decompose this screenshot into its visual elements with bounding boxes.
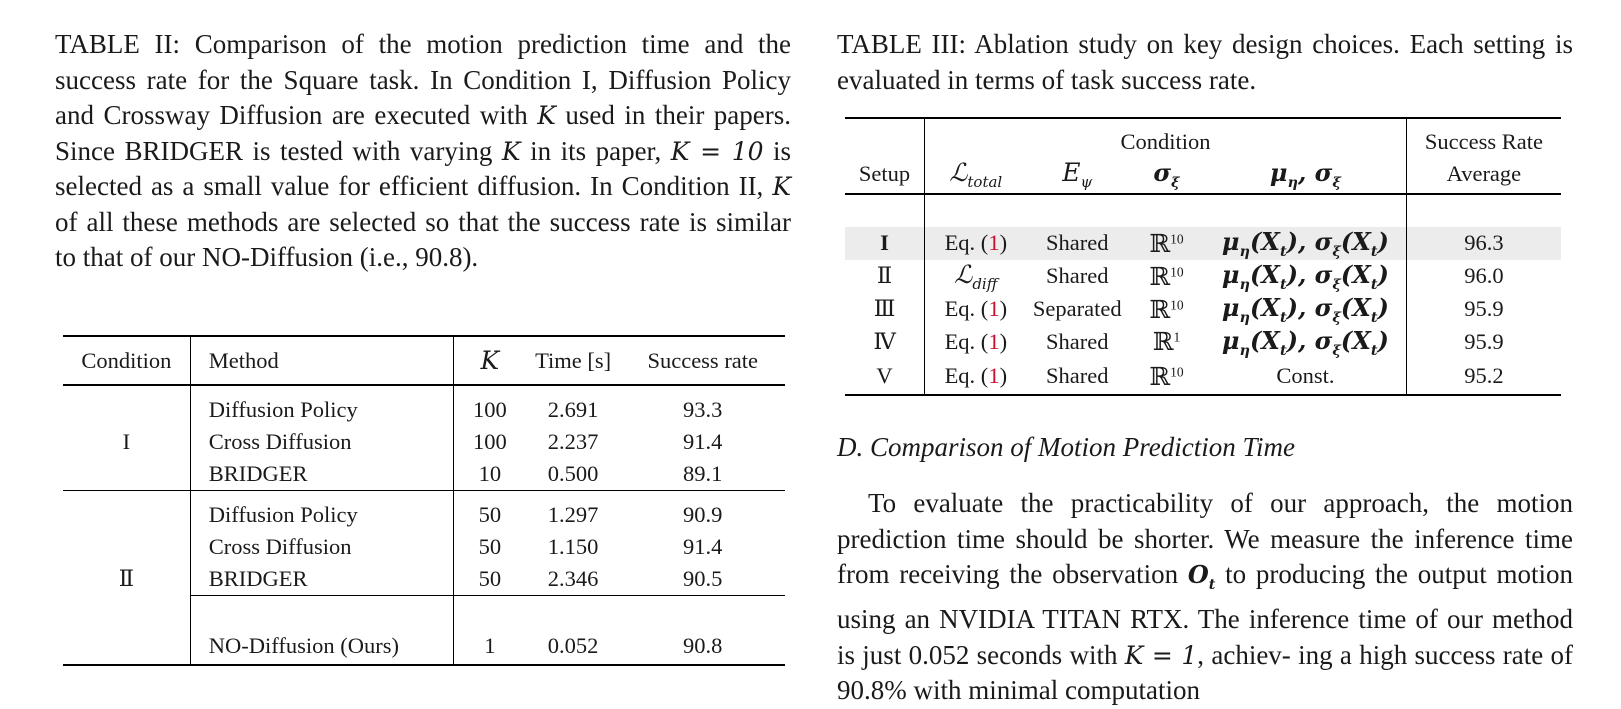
body-text: to producing the output motion using an NVIDIA TITAN RTX. The inference time of our method is just 0.052 seconds with xyxy=(837,559,1573,670)
success-cell: 91.4 xyxy=(683,429,723,454)
table-row xyxy=(845,326,1561,359)
dim-cell: ℝ$^{10}$ xyxy=(1149,361,1184,391)
k-cell: 50 xyxy=(453,499,525,531)
avg-cell: 95.2 xyxy=(1406,358,1561,395)
loss-cell: Eq. (1) xyxy=(925,358,1027,395)
header-condition: Condition xyxy=(925,118,1407,155)
header-ltotal: ℒ$_{total}$ xyxy=(925,155,1027,194)
method-cell: Cross Diffusion xyxy=(190,426,453,458)
table3-caption xyxy=(837,27,1573,98)
header-method: Method xyxy=(190,336,453,385)
header-condition: Condition xyxy=(81,347,172,373)
right-column xyxy=(837,0,1574,706)
table2-caption-label: TABLE II: xyxy=(55,29,181,59)
mu-cell: $\mu_\eta(X_t)$, $\sigma_\xi(X_t)$ xyxy=(1221,227,1389,260)
header-time: Time [s] xyxy=(535,347,612,373)
e-cell: Shared xyxy=(1045,363,1109,389)
table-row xyxy=(845,260,1561,293)
success-cell: 93.3 xyxy=(683,397,723,422)
dim-cell: ℝ$^{10}$ xyxy=(1149,294,1184,324)
header-sigma: $\sigma_\xi$ xyxy=(1153,157,1180,191)
loss-cell: Eq. (1) xyxy=(925,227,1027,260)
k-cell: 10 xyxy=(453,458,525,491)
table2-caption-text: used in their papers. Since BRIDGER is tested with varying xyxy=(55,100,792,166)
header-epsi: $E_\psi$ xyxy=(1062,157,1093,191)
method-cell: Cross Diffusion xyxy=(190,531,453,563)
body-text: ing a high success rate of 90.8% with minimal computation xyxy=(837,639,1574,706)
e-cell: Shared xyxy=(1045,328,1109,354)
avg-cell: 96.3 xyxy=(1406,227,1561,260)
body-text: , achiev- xyxy=(1197,639,1291,670)
table2-caption-text: of all these methods are selected so that the success rate is similar to that of our NO-Diffusion (i.e., 90.8). xyxy=(55,206,791,272)
k-cell: 1 xyxy=(453,628,525,665)
e-cell: Separated xyxy=(1032,296,1122,322)
avg-cell: 96.0 xyxy=(1406,260,1561,293)
setup-cell: Ⅱ xyxy=(876,263,893,289)
table3-header-row xyxy=(845,118,1561,155)
setup-cell: Ⅳ xyxy=(873,328,896,354)
success-cell: 90.5 xyxy=(683,566,723,591)
avg-cell: 95.9 xyxy=(1406,293,1561,326)
time-cell: 1.297 xyxy=(547,502,599,527)
loss-cell: Eq. (1) xyxy=(925,326,1027,359)
header-average: Average xyxy=(1406,155,1561,194)
k-cell: 100 xyxy=(453,426,525,458)
table2-caption-text: Comparison of the motion prediction time and the success rate for the Square task. In Condition I, Diffusion Policy and Crossway Diffusion are executed with xyxy=(55,29,792,130)
time-cell: 2.346 xyxy=(547,566,599,591)
header-setup: Setup xyxy=(858,161,911,186)
table2-caption-text: is selected as a small value for efficient diffusion. In Condition II, xyxy=(55,135,792,201)
time-cell: 2.237 xyxy=(547,429,599,454)
success-cell: 90.8 xyxy=(683,633,723,658)
table-row xyxy=(845,293,1561,326)
section-title: D. Comparison of Motion Prediction Time xyxy=(837,432,1295,462)
table-row xyxy=(63,499,785,531)
table2-caption xyxy=(55,27,791,276)
table2-caption-text: in its paper, xyxy=(530,135,662,166)
table-row xyxy=(845,227,1561,260)
table2 xyxy=(63,335,785,666)
method-cell: BRIDGER xyxy=(190,458,453,491)
group2-condition: Ⅱ xyxy=(118,565,135,591)
time-cell: 2.691 xyxy=(547,397,599,422)
table3-caption-label: TABLE III: xyxy=(837,29,966,59)
table3-subheader-row xyxy=(845,155,1561,194)
section-body xyxy=(837,486,1573,709)
time-cell: 0.052 xyxy=(547,633,599,658)
dim-cell: ℝ$^{10}$ xyxy=(1149,228,1184,258)
time-cell: 1.150 xyxy=(547,534,599,559)
setup-cell: Ⅲ xyxy=(873,296,896,322)
k-cell: 50 xyxy=(453,563,525,596)
method-cell: Diffusion Policy xyxy=(190,394,453,426)
k-symbol: K xyxy=(501,136,521,166)
dim-cell: ℝ$^{10}$ xyxy=(1149,261,1184,291)
time-cell: 0.500 xyxy=(547,461,599,486)
table3-caption-text: Ablation study on key design choices. Each setting is evaluated in terms of task success rate. xyxy=(837,29,1573,95)
mu-cell: $\mu_\eta(X_t)$, $\sigma_\xi(X_t)$ xyxy=(1221,292,1389,326)
header-success: Success rate xyxy=(647,347,759,373)
mu-cell: $\mu_\eta(X_t)$, $\sigma_\xi(X_t)$ xyxy=(1221,259,1389,293)
header-success-rate: Success Rate xyxy=(1406,118,1561,155)
k-symbol: K xyxy=(772,172,791,201)
table-row xyxy=(63,394,785,426)
method-cell: Diffusion Policy xyxy=(190,499,453,531)
observation-symbol: $O_t$ xyxy=(1187,560,1216,593)
mu-cell: $\mu_\eta(X_t)$, $\sigma_\xi(X_t)$ xyxy=(1221,325,1389,359)
k-equation: K = 1 xyxy=(1124,640,1198,670)
success-cell: 91.4 xyxy=(683,534,723,559)
dim-cell: ℝ$^1$ xyxy=(1152,327,1181,357)
k-cell: 100 xyxy=(453,394,525,426)
header-k: K xyxy=(453,336,525,385)
method-cell: NO-Diffusion (Ours) xyxy=(190,628,453,665)
k-symbol: K xyxy=(537,101,556,130)
k-equation: K = 10 xyxy=(670,136,764,166)
body-text: To evaluate the practicability of our approach, the motion prediction time should be shorter. We measure the inference time from receiving the observation xyxy=(837,488,1573,589)
success-cell: 89.1 xyxy=(683,461,723,486)
loss-cell: Eq. (1) xyxy=(925,293,1027,326)
e-cell: Shared xyxy=(1045,230,1109,256)
k-cell: 50 xyxy=(453,531,525,563)
mu-cell: Const. xyxy=(1276,363,1335,389)
setup-cell: V xyxy=(876,363,893,389)
table2-header-row xyxy=(63,336,785,385)
left-column xyxy=(55,0,792,658)
header-mu-sigma: $\mu_\eta$, $\sigma_\xi$ xyxy=(1269,157,1341,191)
table-row xyxy=(845,358,1561,395)
e-cell: Shared xyxy=(1045,263,1109,289)
avg-cell: 95.9 xyxy=(1406,326,1561,359)
table-row xyxy=(63,628,785,665)
method-cell: BRIDGER xyxy=(190,563,453,596)
setup-cell: I xyxy=(880,230,889,256)
success-cell: 90.9 xyxy=(683,502,723,527)
group1-condition: I xyxy=(122,429,131,454)
loss-cell: ℒ$_{diff}$ xyxy=(925,260,1027,293)
table3 xyxy=(845,117,1561,396)
